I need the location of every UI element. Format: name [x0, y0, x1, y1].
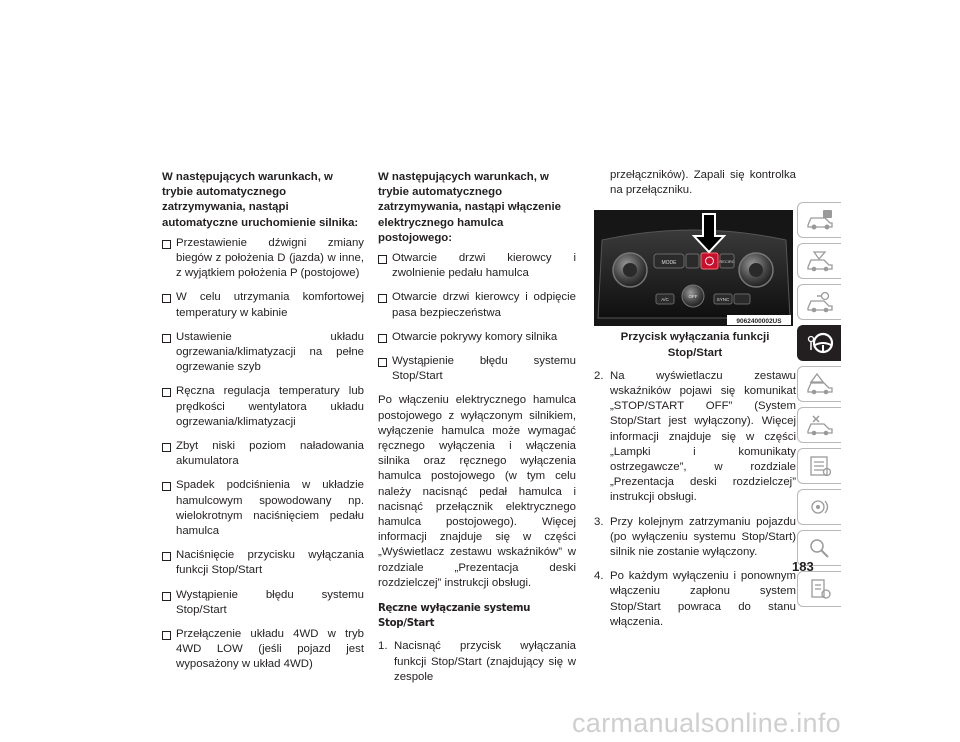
- checkbox-bullet-icon: [162, 552, 171, 561]
- step-text: Na wyświetlaczu zestawu wskaźników pojawi się komunikat „STOP/START OFF” (System Stop/Start jest wyłączony). Więcej informacji znajduje się w części „Lampki i komunikaty ostrzegawcze”, w rozdziale „Prezentacja deski rozdzielczej” instrukcji obsługi.: [610, 369, 796, 504]
- checkbox-bullet-icon: [378, 334, 387, 343]
- right-column: [594, 168, 796, 639]
- checkbox-bullet-icon: [378, 358, 387, 367]
- tab-other-languages[interactable]: [797, 571, 841, 607]
- checkbox-bullet-icon: [162, 443, 171, 452]
- car-service-icon: [805, 413, 835, 437]
- checkbox-bullet-icon: [162, 334, 171, 343]
- numbered-step: [378, 639, 576, 685]
- tab-specifications[interactable]: [797, 448, 841, 484]
- step-number: 1.: [378, 640, 388, 653]
- car-safety-icon: [805, 249, 835, 273]
- middle-column: [378, 170, 576, 694]
- checkbox-bullet-icon: [162, 388, 171, 397]
- svg-text:A/C: A/C: [661, 297, 669, 303]
- bullet-item: Ręczna regulacja temperatury lub prędkości wentylatora układu ogrzewania/klimatyzacji: [162, 384, 364, 430]
- car-info-icon: [805, 208, 835, 232]
- image-code: 9062400002US: [736, 318, 782, 326]
- subsection-heading: Ręczne wyłączanie systemu Stop/Start: [378, 603, 531, 630]
- bullet-item: Otwarcie pokrywy komory silnika: [378, 330, 576, 345]
- bullet-item: Wystąpienie błędu systemu Stop/Start: [162, 588, 364, 618]
- tab-car-info[interactable]: [797, 202, 841, 238]
- bullet-item: Naciśnięcie przycisku wyłączania funkcji Stop/Start: [162, 548, 364, 578]
- step-text: Nacisnąć przycisk wyłączania funkcji Stop/Start (znajdujący się w zespole: [394, 640, 576, 683]
- bullet-item: Przestawienie dźwigni zmiany biegów z położenia D (jazda) w inne, z wyjątkiem położenia P (postojowe): [162, 236, 364, 282]
- left-column: [162, 170, 364, 682]
- bullet-item: Spadek podciśnienia w układzie hamulcowym spowodowany np. wielokrotnym naciśnięciem pedału hamulca: [162, 478, 364, 539]
- svg-text:SYNC: SYNC: [716, 297, 730, 303]
- tab-car-keys[interactable]: [797, 284, 841, 320]
- stop-start-off-button: [701, 253, 718, 269]
- tab-car-safety[interactable]: [797, 243, 841, 279]
- car-keys-icon: [805, 290, 835, 314]
- body-paragraph: Po włączeniu elektrycznego hamulca postojowego z wyłączonym silnikiem, wyłączenie hamulca może wymagać ręcznego wyłączenia i włączenia silnika oraz ręcznego wyłączenia hamulca postojowego (w tym celu należy nacisnąć pedał hamulca i nacisnąć przełącznik elektrycznego hamulca postojowego). Więcej informacji znajduje się w części „Wyświetlacz zestawu wskaźników” w rozdziale „Prezentacja deski rozdzielczej” instrukcji obsługi.: [378, 394, 576, 589]
- checkbox-bullet-icon: [162, 240, 171, 249]
- numbered-step: [594, 569, 796, 630]
- bullet-item: Otwarcie drzwi kierowcy i odpięcie pasa bezpieczeństwa: [378, 290, 576, 320]
- svg-text:OFF: OFF: [688, 294, 698, 300]
- checkbox-bullet-icon: [378, 255, 387, 264]
- numbered-step: [594, 515, 796, 561]
- step-number: 4.: [594, 570, 604, 583]
- step-continuation: przełączników). Zapali się kontrolka na przełączniku.: [610, 169, 796, 197]
- bullet-item: Otwarcie drzwi kierowcy i zwolnienie pedału hamulca: [378, 251, 576, 281]
- tab-multimedia[interactable]: [797, 489, 841, 525]
- bullet-item: Przełączenie układu 4WD w tryb 4WD LOW (jeśli pojazd jest wyposażony w układ 4WD): [162, 627, 364, 673]
- tab-car-warning[interactable]: [797, 366, 841, 402]
- bullet-item: Zbyt niski poziom naładowania akumulatora: [162, 439, 364, 469]
- car-warning-icon: [805, 372, 835, 396]
- step-number: 2.: [594, 369, 604, 382]
- search-index-icon: [805, 536, 835, 560]
- bullet-item: Ustawienie układu ogrzewania/klimatyzacji na pełne ogrzewanie szyb: [162, 330, 364, 376]
- bullet-item: W celu utrzymania komfortowej temperatury w kabinie: [162, 290, 364, 320]
- checkbox-bullet-icon: [162, 482, 171, 491]
- stop-start-button-photo: [594, 210, 793, 326]
- multimedia-icon: [805, 495, 835, 519]
- svg-text:RECIRC: RECIRC: [719, 259, 735, 265]
- other-languages-icon: [805, 577, 835, 601]
- tab-car-service[interactable]: [797, 407, 841, 443]
- section-heading-auto-restart: W następujących warunkach, w trybie automatycznego zatrzymywania, nastąpi automatyczne uruchomienie silnika:: [162, 171, 359, 229]
- checkbox-bullet-icon: [162, 631, 171, 640]
- page-number: 183: [792, 559, 814, 574]
- control-panel-illustration: [594, 210, 793, 326]
- watermark: carmanualsonline.info: [572, 708, 841, 738]
- step-text: Przy kolejnym zatrzymaniu pojazdu (po wyłączeniu systemu Stop/Start) silnik nie zostanie wyłączony.: [610, 515, 796, 559]
- tab-starting-operating[interactable]: [797, 325, 841, 361]
- checkbox-bullet-icon: [162, 592, 171, 601]
- numbered-step: [594, 369, 796, 506]
- section-heading-parking-brake: W następujących warunkach, w trybie automatycznego zatrzymywania, nastąpi włączenie elektrycznego hamulca postojowego:: [378, 171, 561, 244]
- checkbox-bullet-icon: [162, 294, 171, 303]
- hazard-button: [686, 254, 699, 268]
- steering-wheel-icon: [805, 330, 835, 356]
- specifications-list-icon: [805, 454, 835, 478]
- bullet-item: Wystąpienie błędu systemu Stop/Start: [378, 354, 576, 384]
- figure-caption: Przycisk wyłączania funkcji Stop/Start: [620, 331, 770, 359]
- step-number: 3.: [594, 515, 604, 528]
- chapter-tabs: [797, 202, 841, 612]
- checkbox-bullet-icon: [378, 294, 387, 303]
- svg-text:MODE: MODE: [661, 260, 677, 267]
- step-text: Po każdym wyłączeniu i ponownym włączeniu zapłonu system Stop/Start powraca do stanu włączenia.: [610, 570, 796, 628]
